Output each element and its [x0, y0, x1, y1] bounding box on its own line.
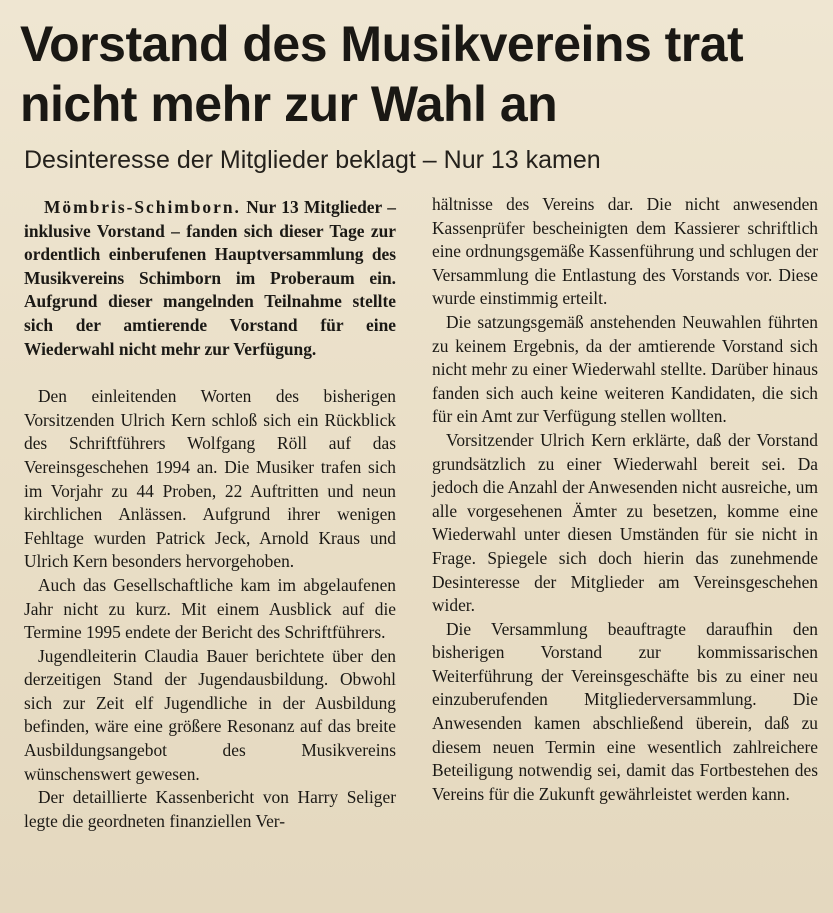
body-paragraph: Den einleitenden Worten des bisherigen Vorsitzenden Ulrich Kern schloß sich ein Rückblick des Schriftführers Wolfgang Röll auf das Vereinsgeschehen 1994 an. Die Musiker trafen sich im Vorjahr zu 44 Proben, 22 Auftritten und neun kirchlichen Anlässen. Aufgrund ihrer wenigen Fehltage wurden Patrick Jeck, Arnold Kraus und Ulrich Kern besonders hervorgehoben.: [24, 386, 396, 572]
subtitle: Desinteresse der Mitglieder beklagt – Nur 13 kamen: [24, 146, 601, 174]
right-column: [432, 193, 818, 806]
body-paragraph: Der detaillierte Kassenbericht von Harry Seliger legte die geordneten finanziellen Ver-: [24, 787, 396, 831]
dateline: Mömbris-Schimborn.: [44, 197, 241, 217]
left-column: [24, 196, 396, 833]
body-paragraph: Die satzungsgemäß anstehenden Neuwahlen führten zu keinem Ergebnis, da der amtierende Vorstand sich nicht mehr zu einer Wiederwahl stellte. Darüber hinaus fanden sich auch keine weiteren Kandidaten, die sich für ein Amt zur Verfügung stellen wollten.: [432, 311, 818, 427]
headline: Vorstand des Musikvereins trat nicht mehr zur Wahl an: [20, 16, 744, 132]
body-paragraph: Die Versammlung beauftragte daraufhin den bisherigen Vorstand zur kommissarischen Weiterführung der Vereinsgeschäfte bis zu einer neu einzuberufenden Mitgliederversammlung. Die Anwesenden kamen abschließend überein, daß zu diesem neuen Termin eine wesentlich zahlreichere Beteiligung notwendig sei, damit das Fortbestehen des Vereins für die Zukunft gewährleistet werden kann.: [432, 618, 818, 804]
lead-paragraph: [24, 196, 396, 361]
body-paragraph: hältnisse des Vereins dar. Die nicht anwesenden Kassenprüfer bescheinigten dem Kassierer schriftlich eine ordnungsgemäße Kassenführung und schlugen der Versammlung die Entlastung des Vorstands vor. Diese wurde einstimmig erteilt.: [432, 194, 818, 309]
body-paragraph: Vorsitzender Ulrich Kern erklärte, daß der Vorstand grundsätzlich zu einer Wiederwahl bereit sei. Da jedoch die Anzahl der Anwesenden nicht ausreiche, um alle vorgesehenen Ämter zu besetzen, komme eine Wiederwahl unter diesen Umständen für sie nicht in Frage. Spiegele sich doch hierin das zunehmende Desinteresse der Mitglieder am Vereinsgeschehen wider.: [432, 429, 818, 616]
lead-text: Nur 13 Mitglieder – inklusive Vorstand – fanden sich dieser Tage zur ordentlich einberufenen Hauptversammlung des Musikvereins Schimborn im Proberaum ein. Aufgrund dieser mangelnden Teilnahme stellte sich der amtierende Vorstand für eine Wiederwahl nicht mehr zur Verfügung.: [24, 197, 396, 359]
body-paragraph: Auch das Gesellschaftliche kam im abgelaufenen Jahr nicht zu kurz. Mit einem Ausblick auf die Termine 1995 endete der Bericht des Schriftführers.: [24, 574, 396, 643]
body-paragraph: Jugendleiterin Claudia Bauer berichtete über den derzeitigen Stand der Jugendausbildung. Obwohl sich zur Zeit elf Jugendliche in der Ausbildung befinden, wäre eine größere Resonanz auf das breite Ausbildungsangebot des Musikvereins wünschenswert gewesen.: [24, 645, 396, 784]
